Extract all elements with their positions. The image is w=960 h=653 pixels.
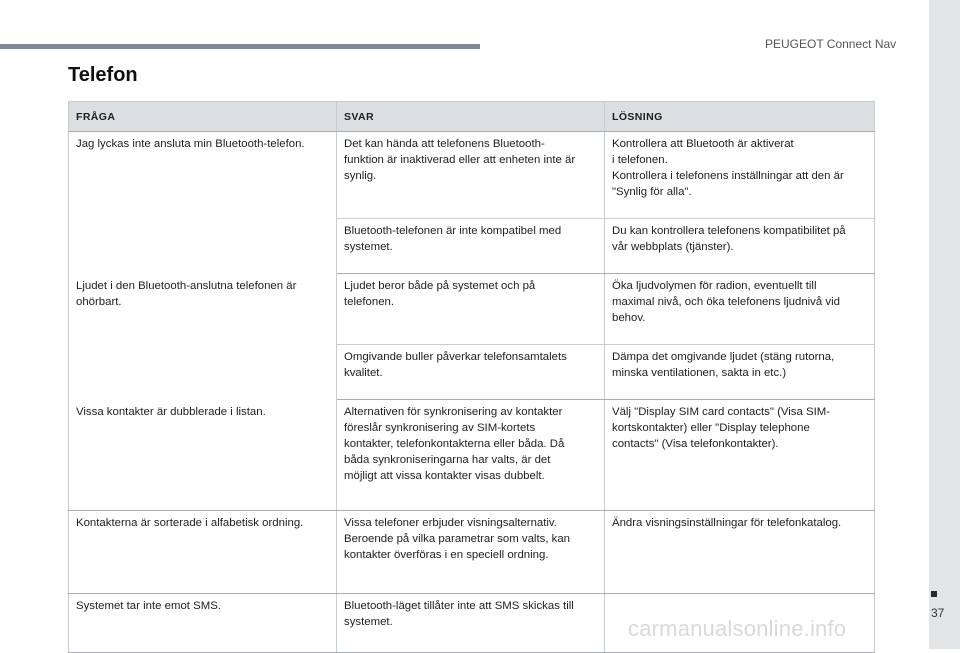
solution-line: kortskontakter) eller "Display telephone bbox=[612, 422, 810, 434]
answer-line: Beroende på vilka parametrar som valts, kan bbox=[344, 533, 571, 545]
answer-line: Alternativen för synkronisering av kontakter bbox=[344, 406, 563, 418]
solution-cell bbox=[605, 345, 875, 400]
answer-cell bbox=[337, 132, 605, 219]
header-rule bbox=[0, 44, 480, 49]
answer-line: synlig. bbox=[344, 170, 377, 182]
faq-table bbox=[68, 101, 875, 653]
solution-line: Du kan kontrollera telefonens kompatibilitet på bbox=[612, 225, 846, 237]
solution-line: Kontrollera i telefonens inställningar att den är bbox=[612, 170, 844, 182]
answer-cell bbox=[337, 345, 605, 400]
answer-cell bbox=[337, 511, 605, 594]
answer-line: möjligt att vissa kontakter visas dubbelt. bbox=[344, 470, 545, 482]
answer-line: kontakter, telefonkontakterna eller båda. Då bbox=[344, 438, 565, 450]
solution-line: Dämpa det omgivande ljudet (stäng rutorna, bbox=[612, 351, 835, 363]
table-row bbox=[69, 132, 875, 219]
faq-table-body bbox=[69, 132, 875, 653]
question-cell: Kontakterna är sorterade i alfabetisk ordning. bbox=[69, 511, 337, 594]
solution-cell bbox=[605, 400, 875, 511]
solution-line: Välj "Display SIM card contacts" (Visa SIM- bbox=[612, 406, 831, 418]
question-cell: Ljudet i den Bluetooth-anslutna telefonen är ohörbart. bbox=[69, 274, 337, 400]
table-row bbox=[69, 511, 875, 594]
solution-line: i telefonen. bbox=[612, 154, 668, 166]
answer-line: Vissa telefoner erbjuder visningsalternativ. bbox=[344, 517, 557, 529]
solution-cell bbox=[605, 219, 875, 274]
answer-line: Bluetooth-läget tillåter inte att SMS skickas till bbox=[344, 600, 574, 612]
answer-line: föreslår synkronisering av SIM-kortets bbox=[344, 422, 536, 434]
table-row bbox=[69, 274, 875, 345]
header-answer: SVAR bbox=[337, 102, 605, 132]
answer-line: kontakter överföras i en speciell ordning. bbox=[344, 549, 549, 561]
solution-line: "Synlig för alla". bbox=[612, 186, 692, 198]
solution-cell bbox=[605, 274, 875, 345]
answer-line: Bluetooth-telefonen är inte kompatibel med bbox=[344, 225, 562, 237]
solution-cell bbox=[605, 132, 875, 219]
question-cell: Systemet tar inte emot SMS. bbox=[69, 594, 337, 653]
solution-line: contacts" (Visa telefonkontakter). bbox=[612, 438, 779, 450]
answer-line: systemet. bbox=[344, 616, 393, 628]
answer-line: systemet. bbox=[344, 241, 393, 253]
question-cell: Jag lyckas inte ansluta min Bluetooth-telefon. bbox=[69, 132, 337, 274]
header-solution: LÖSNING bbox=[605, 102, 875, 132]
question-cell: Vissa kontakter är dubblerade i listan. bbox=[69, 400, 337, 511]
page-number: 37 bbox=[931, 606, 945, 620]
page-title: Telefon bbox=[68, 64, 138, 86]
answer-line: båda synkroniseringarna har valts, är det bbox=[344, 454, 551, 466]
header-question: FRÅGA bbox=[69, 102, 337, 132]
solution-line: minska ventilationen, sakta in etc.) bbox=[612, 367, 787, 379]
answer-line: funktion är inaktiverad eller att enheten inte är bbox=[344, 154, 576, 166]
solution-line: Kontrollera att Bluetooth är aktiverat bbox=[612, 138, 794, 150]
table-row bbox=[69, 594, 875, 653]
solution-line: maximal nivå, och öka telefonens ljudnivå vid bbox=[612, 296, 840, 308]
answer-line: telefonen. bbox=[344, 296, 395, 308]
answer-line: Ljudet beror både på systemet och på bbox=[344, 280, 536, 292]
answer-cell bbox=[337, 594, 605, 653]
brand-title: PEUGEOT Connect Nav bbox=[765, 37, 897, 51]
watermark: carmanualsonline.info bbox=[628, 616, 847, 641]
answer-cell bbox=[337, 400, 605, 511]
answer-line: kvalitet. bbox=[344, 367, 383, 379]
solution-cell bbox=[605, 594, 875, 653]
solution-line: Ändra visningsinställningar för telefonkatalog. bbox=[612, 517, 842, 529]
solution-cell bbox=[605, 511, 875, 594]
table-header-row bbox=[69, 102, 875, 132]
solution-line: Öka ljudvolymen för radion, eventuellt till bbox=[612, 280, 817, 292]
section-marker-icon bbox=[931, 591, 937, 597]
answer-cell bbox=[337, 274, 605, 345]
answer-line: Omgivande buller påverkar telefonsamtalets bbox=[344, 351, 567, 363]
solution-line: vår webbplats (tjänster). bbox=[612, 241, 734, 253]
side-strip bbox=[929, 0, 960, 649]
answer-cell bbox=[337, 219, 605, 274]
answer-line: Det kan hända att telefonens Bluetooth- bbox=[344, 138, 545, 150]
solution-line: behov. bbox=[612, 312, 646, 324]
table-row bbox=[69, 400, 875, 511]
